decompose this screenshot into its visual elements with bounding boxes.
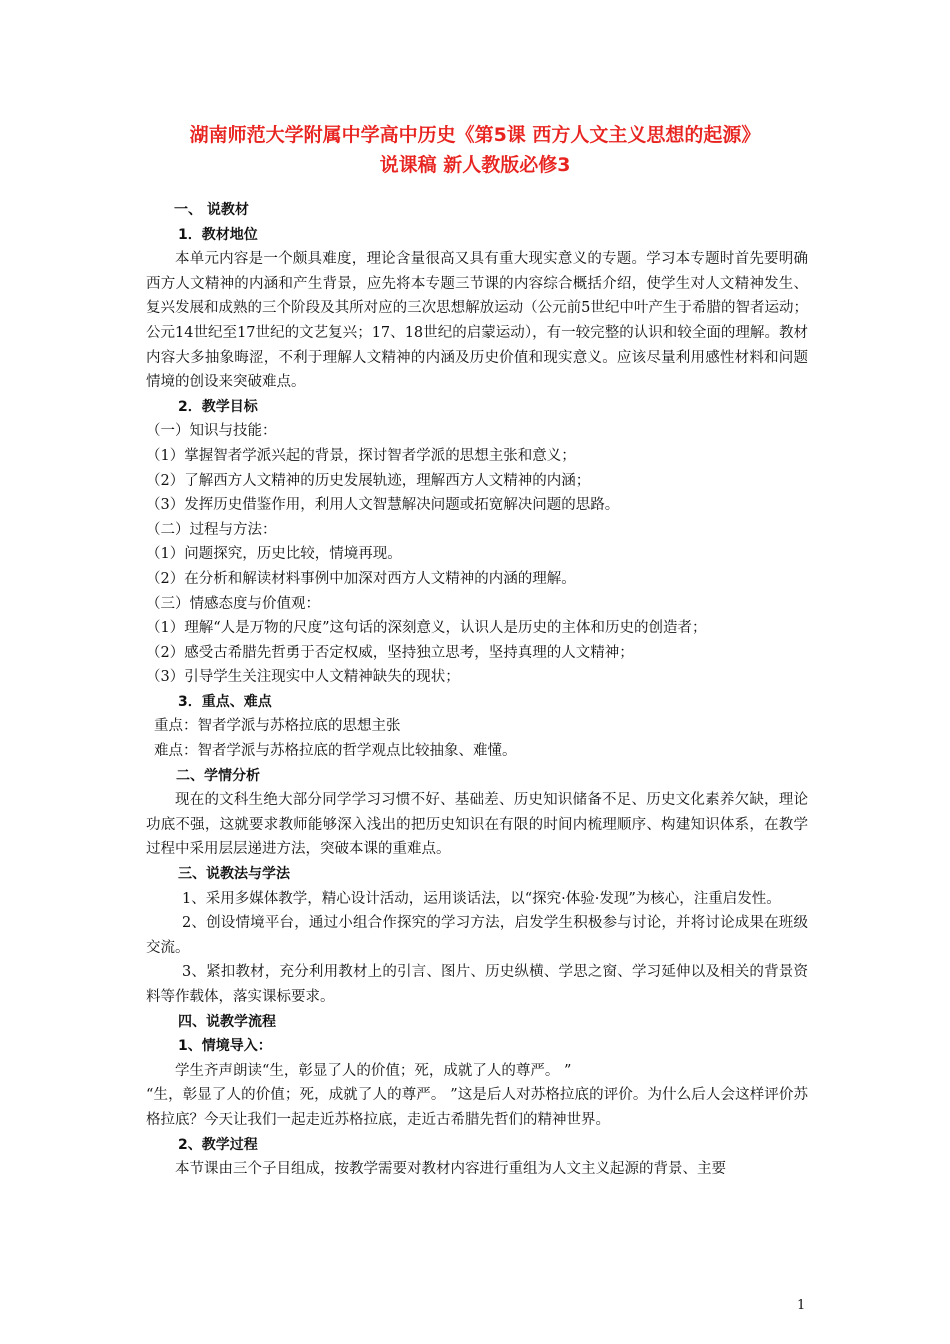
list-item: 2、创设情境平台，通过小组合作探究的学习方法，启发学生积极参与讨论，并将讨论成果在班级交流。 (146, 915, 808, 956)
list-item: （3）发挥历史借鉴作用，利用人文智慧解决问题或拓宽解决问题的思路。 (146, 497, 620, 514)
list-item: （2）了解西方人文精神的历史发展轨迹，理解西方人文精神的内涵； (146, 472, 591, 489)
goal-b-heading: （二）过程与方法： (146, 521, 277, 538)
document-body (146, 198, 808, 1182)
section-heading-3: 三、说教法与学法 (178, 866, 290, 883)
list-item: （1）理解“人是万物的尺度”这句话的深刻意义，认识人是历史的主体和历史的创造者； (146, 620, 707, 637)
list-item: （2）在分析和解读材料事例中加深对西方人文精神的内涵的理解。 (146, 570, 576, 587)
section-heading-1: 一、 说教材 (174, 202, 249, 218)
paragraph-intro-quote: “生，彰显了人的价值；死，成就了人的尊严。 ”这是后人对苏格拉底的评价。为什么后人会这样评价苏格拉底？今天让我们一起走近苏格拉底，走近古希腊先哲们的精神世界。 (146, 1087, 808, 1128)
list-item: （1）掌握智者学派兴起的背景，探讨智者学派的思想主张和意义； (146, 447, 576, 464)
list-item: （1）问题探究，历史比较，情境再现。 (146, 546, 402, 563)
subheading-material-position: 1．教材地位 (178, 226, 258, 243)
paragraph-teaching-process: 本节课由三个子目组成，按教学需要对教材内容进行重组为人文主义起源的背景、主要 (175, 1161, 726, 1178)
paragraph-material-position: 本单元内容是一个颇具难度，理论含量很高又具有重大现实意义的专题。学习本专题时首先要明确西方人文精神的内涵和产生背景，应先将本专题三节课的内容综合概括介绍，使学生对人文精神发生、复兴发展和成熟的三个阶段及其所对应的三次思想解放运动（公元前5世纪中叶产生于希腊的智者运动；公元14世纪至17世纪的文艺复兴；17、18世纪的启蒙运动），有一较完整的认识和较全面的理解。教材内容大多抽象晦涩，不利于理解人文精神的内涵及历史价值和现实意义。应该尽量利用感性材料和问题情境的创设来突破难点。 (146, 251, 808, 391)
paragraph-intro-reading: 学生齐声朗读“生，彰显了人的价值；死，成就了人的尊严。 ” (175, 1062, 572, 1079)
document-title-line2: 说课稿 新人教版必修3 (379, 154, 571, 176)
list-item: 1、采用多媒体教学，精心设计活动，运用谈话法，以“探究·体验·发现”为核心，注重启发性。 (182, 890, 781, 907)
list-item: （3）引导学生关注现实中人文精神缺失的现状； (146, 669, 460, 686)
page-number: 1 (797, 1298, 806, 1313)
goal-a-heading: （一）知识与技能： (146, 423, 277, 440)
list-item: 3、紧扣教材，充分利用教材上的引言、图片、历史纵横、学思之窗、学习延伸以及相关的背景资料等作载体，落实课标要求。 (146, 964, 808, 1005)
subheading-key-difficult: 3．重点、难点 (178, 693, 272, 710)
subheading-teaching-goals: 2．教学目标 (178, 398, 258, 415)
section-heading-4: 四、说教学流程 (178, 1013, 276, 1030)
document-title-line1: 湖南师范大学附属中学高中历史《第5课 西方人文主义思想的起源》 (189, 124, 761, 146)
subheading-teaching-process: 2、教学过程 (178, 1136, 258, 1153)
goal-c-heading: （三）情感态度与价值观： (146, 595, 320, 612)
list-item: （2）感受古希腊先哲勇于否定权威，坚持独立思考，坚持真理的人文精神； (146, 644, 634, 661)
paragraph-student-analysis: 现在的文科生绝大部分同学学习习惯不好、基础差、历史知识储备不足、历史文化素养欠缺，理论功底不强，这就要求教师能够深入浅出的把历史知识在有限的时间内梳理顺序、构建知识体系，在教学过程中采用层层递进方法，突破本课的重难点。 (146, 792, 808, 858)
difficult-point: 难点：智者学派与苏格拉底的哲学观点比较抽象、难懂。 (154, 743, 517, 760)
subheading-scenario-intro: 1、情境导入： (178, 1038, 272, 1055)
section-heading-2: 二、学情分析 (176, 767, 260, 784)
key-point: 重点：智者学派与苏格拉底的思想主张 (154, 718, 401, 735)
